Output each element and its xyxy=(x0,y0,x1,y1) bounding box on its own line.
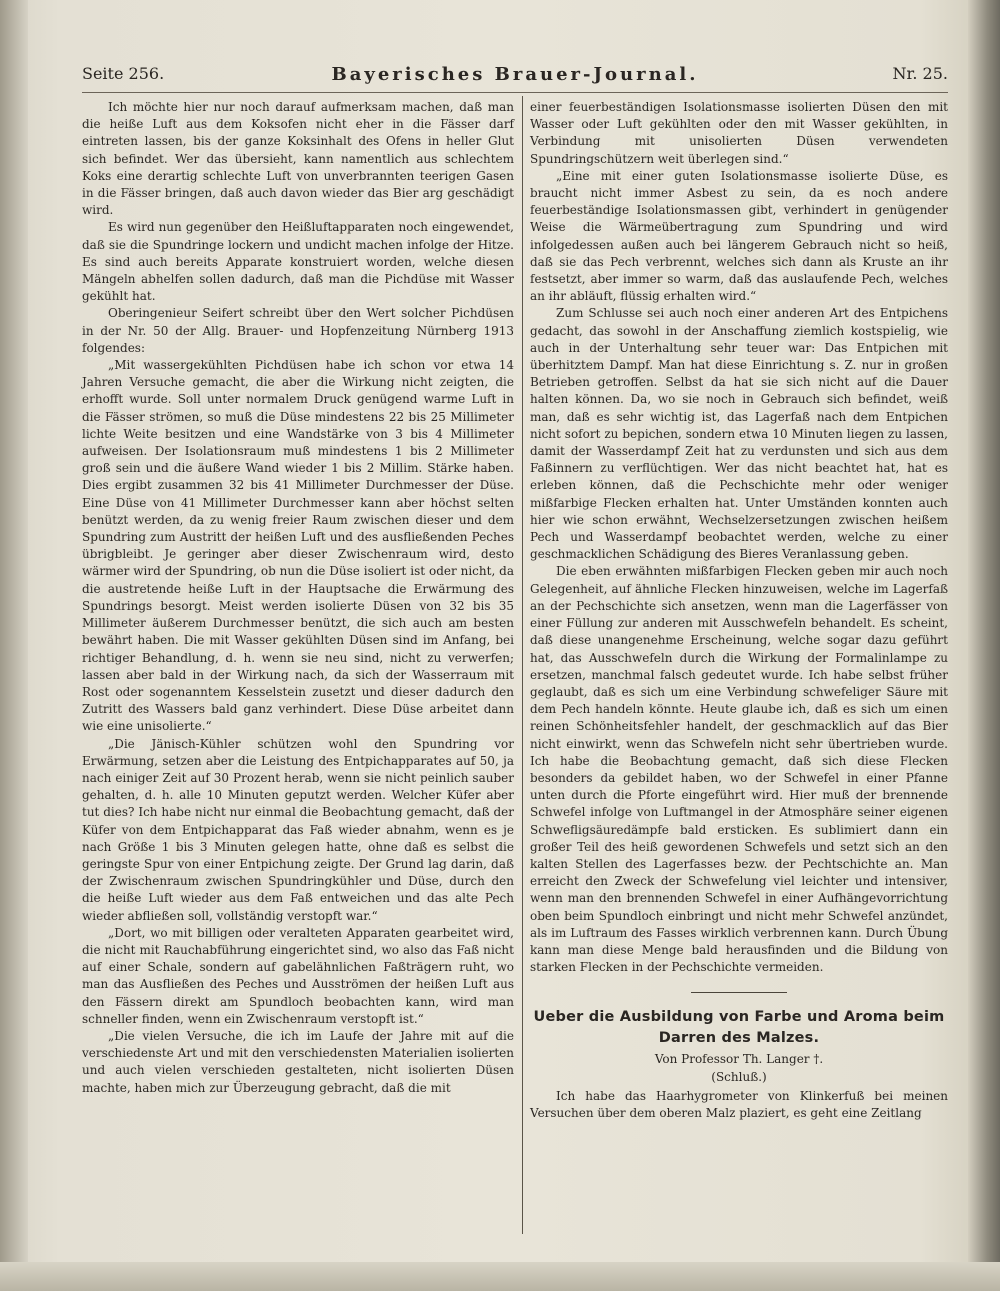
page-number: Seite 256. xyxy=(82,64,165,83)
article-note: (Schluß.) xyxy=(711,1069,767,1084)
quote-paragraph: „Dort, wo mit billigen oder veralteten Apparaten gearbeitet wird, die nicht mit Rauchabführung eingerichtet sind, wo also das Faß nicht auf einer Schale, sondern auf gabelähnlichen Faßträgern ruht, wo man das Ausfließen des Peches und Ausströmen der heißen Luft aus den Fässern direkt am Spundloch beobachten kann, wird man schneller finden, wenn ein Zwischenraum verstopft ist.“ xyxy=(82,925,514,1026)
quote-paragraph: „Eine mit einer guten Isolationsmasse isolierte Düse, es braucht nicht immer Asbest zu sein, da es noch andere feuerbeständige Isolationsmassen gibt, verhindert in genügender Weise die Wärmeübertragung zum Spundring und wird infolgedessen außen auch bei längerem Gebrauch nicht so heiß, daß sie das Pech verbrennt, welches sich dann als Kruste an ihr festsetzt, aber immer so warm, daß das auslaufende Pech, welches an ihr abläuft, flüssig erhalten wird.“ xyxy=(530,168,948,304)
paragraph-continued: einer feuerbeständigen Isolationsmasse isolierten Düsen den mit Wasser oder Luft gekühlten oder den mit Wasser gekühlten, in Verbindung mit unisolierten Düsen verwendeten Spundringschützern weit überlegen sind.“ xyxy=(530,100,948,166)
article-title: Ueber die Ausbildung von Farbe und Aroma beim Darren des Malzes. xyxy=(533,1009,945,1047)
page-edge-bottom xyxy=(0,1262,1000,1291)
left-column xyxy=(82,99,514,1097)
quote-paragraph: „Die Jänisch-Kühler schützen wohl den Spundring vor Erwärmung, setzen aber die Leistung des Entpichapparates auf 50, ja nach einiger Zeit auf 30 Prozent herab, wenn sie nicht peinlich sauber gehalten, d. h. alle 10 Minuten geputzt werden. Welcher Küfer aber tut dies? Ich habe nicht nur einmal die Beobachtung gemacht, daß der Küfer von dem Entpichapparat das Faß wieder abnahm, wenn es je nach Größe 1 bis 3 Minuten gelegen hatte, ohne daß es selbst die geringste Spur von einer Entpichung zeigte. Der Grund lag darin, daß der Zwischenraum zwischen Spundringkühler und Düse, durch den die heiße Luft wieder aus dem Faß entweichen und das alte Pech wieder abfließen soll, vollständig verstopft war.“ xyxy=(82,736,514,923)
paragraph: Die eben erwähnten mißfarbigen Flecken geben mir auch noch Gelegenheit, auf ähnliche Flecken hinzuweisen, welche im Lagerfaß an der Pechschichte sich ansetzen, wenn man die Lagerfässer von einer Füllung zur anderen mit Ausschwefeln behandelt. Es scheint, daß diese unangenehme Erscheinung, welche sogar dazu geführt hat, das Ausschwefeln durch die Wirkung der Formalinlampe zu ersetzen, manchmal falsch gedeutet wurde. Ich habe selbst früher geglaubt, daß es sich um eine Verbindung schwefeliger Säure mit dem Pech handeln könnte. Heute glaube ich, daß es sich um einen reinen Schönheitsfehler handelt, der geschmacklich auf das Bier nicht einwirkt, wenn das Schwefeln nicht sehr übertrieben wurde. Ich habe die Beobachtung gemacht, daß sich diese Flecken besonders da gebildet haben, wo der Schwefel in einer Pfanne unten durch die Pforte eingeführt wird. Hier muß der brennende Schwefel infolge von Luftmangel in der Atmosphäre seiner eigenen Schwefligsäuredämpfe bald ersticken. Es sublimiert dann ein großer Teil des heiß gewordenen Schwefels und setzt sich an den kalten Stellen des Lagerfasses bezw. der Pechtschichte an. Man erreicht den Zweck der Schwefelung viel leichter und intensiver, wenn man den brennenden Schwefel in einer Aufhängevorrichtung oben beim Spundloch einbringt und nicht mehr Schwefel anzündet, als im Luftraum des Fasses wirklich verbrennen kann. Durch Übung kann man diese Menge bald herausfinden und die Bildung von starken Flecken in der Pechschichte vermeiden. xyxy=(530,564,948,975)
page-edge-right xyxy=(968,0,1000,1291)
section-divider xyxy=(691,992,787,993)
paragraph: Es wird nun gegenüber den Heißluftapparaten noch eingewendet, daß sie die Spundringe lockern und undicht machen infolge der Hitze. Es sind auch bereits Apparate konstruiert worden, welche diesen Mängeln abhelfen sollen dadurch, daß man die Pichdüse mit Wasser gekühlt hat. xyxy=(82,220,514,304)
column-divider xyxy=(522,96,523,1234)
article-author: Von Professor Th. Langer †. xyxy=(654,1052,824,1067)
paragraph: Zum Schlusse sei auch noch einer anderen Art des Entpichens gedacht, das sowohl in der Anschaffung ziemlich kostspielig, wie auch in der Unterhaltung sehr teuer war: Das Entpichen mit überhitztem Dampf. Man hat diese Einrichtung s. Z. nur in großen Betrieben getroffen. Selbst da hat sie sich nicht auf die Dauer halten können. Da, wo sie noch in Gebrauch sich befindet, weiß man, daß es sehr wichtig ist, das Lagerfaß nach dem Entpichen nicht sofort zu bepichen, sondern etwa 10 Minuten liegen zu lassen, damit der Wasserdampf Zeit hat zu verdunsten und sich aus dem Faßinnern zu verflüchtigen. Wer das nicht beachtet hat, hat es erleben können, daß die Pechschichte mehr oder weniger mißfarbige Flecken erhalten hat. Unter Umständen konnten auch hier wie schon erwähnt, Wechselzersetzungen zwischen heißem Pech und Wasserdampf beobachtet werden, welche zu einer geschmacklichen Schädigung des Bieres Veranlassung geben. xyxy=(530,306,948,562)
running-header xyxy=(82,64,948,90)
issue-number: Nr. 25. xyxy=(892,64,948,83)
paragraph: Oberingenieur Seifert schreibt über den Wert solcher Pichdüsen in der Nr. 50 der Allg. Brauer- und Hopfenzeitung Nürnberg 1913 folgendes: xyxy=(82,306,514,355)
binding-shadow xyxy=(0,0,28,1291)
article-opening-paragraph: Ich habe das Haarhygrometer von Klinkerfuß bei meinen Versuchen über dem oberen Malz plaziert, es geht eine Zeitlang xyxy=(530,1088,948,1120)
right-column xyxy=(530,99,948,1122)
header-rule xyxy=(82,92,948,93)
quote-paragraph: „Die vielen Versuche, die ich im Laufe der Jahre mit auf die verschiedenste Art und mit den verschiedensten Materialien isolierten und auch vielen verschieden gestalteten, nicht isolierten Düsen machte, haben mich zur Überzeugung gebracht, daß die mit xyxy=(82,1028,514,1095)
paragraph: Ich möchte hier nur noch darauf aufmerksam machen, daß man die heiße Luft aus dem Koksofen nicht eher in die Fässer darf eintreten lassen, bis der ganze Koksinhalt des Ofens in heller Glut sich befindet. Wer das übersieht, kann namentlich aus schlechtem Koks eine derartig schlechte Luft von unverbrannten teerigen Gasen in die Fässer bringen, daß auch davon wieder das Bier arg geschädigt wird. xyxy=(82,100,514,218)
journal-title: Bayerisches Brauer-Journal. xyxy=(331,64,699,85)
quote-paragraph: „Mit wassergekühlten Pichdüsen habe ich schon vor etwa 14 Jahren Versuche gemacht, die aber die Wirkung nicht zeigten, die erhofft wurde. Soll unter normalem Druck genügend warme Luft in die Fässer strömen, so muß die Düse mindestens 22 bis 25 Millimeter lichte Weite besitzen und eine Wandstärke von 3 bis 4 Millimeter aufweisen. Der Isolationsraum muß mindestens 1 bis 2 Millimeter groß sein und die äußere Wand wieder 1 bis 2 Millim. Stärke haben. Dies ergibt zusammen 32 bis 41 Millimeter Durchmesser der Düse. Eine Düse von 41 Millimeter Durchmesser kann aber höchst selten benützt werden, da zu wenig freier Raum zwischen dieser und dem Spundring zum Austritt der heißen Luft und des ausfließenden Peches übrigbleibt. Je geringer aber dieser Zwischenraum wird, desto wärmer wird der Spundring, ob nun die Düse isoliert ist oder nicht, da die austretende heiße Luft in der Hauptsache die Erwärmung des Spundrings besorgt. Meist werden isolierte Düsen von 32 bis 35 Millimeter äußerem Durchmesser benützt, die sich auch am besten bewährt haben. Die mit Wasser gekühlten Düsen sind im Anfang, bei richtiger Behandlung, d. h. wenn sie neu sind, nicht zu verwerfen; lassen aber bald in der Wirkung nach, da sich der Wasserraum mit Rost oder sogenanntem Kesselstein zusetzt und dieser dadurch den Zutritt des Wassers bald ganz verhindert. Diese Düse arbeitet dann wie eine unisolierte.“ xyxy=(82,358,514,734)
